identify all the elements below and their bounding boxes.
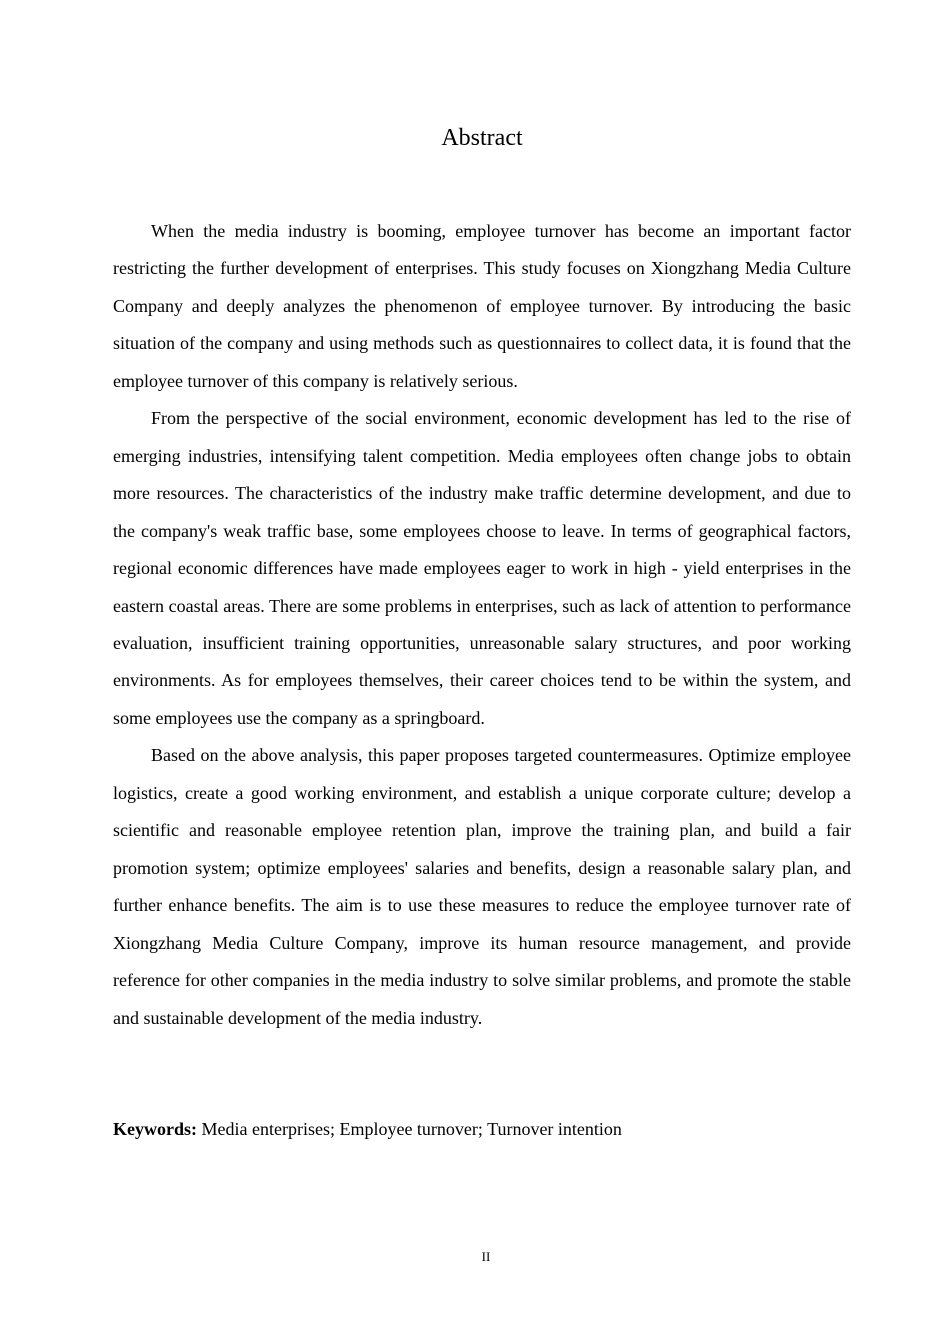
keywords-line — [113, 1114, 851, 1144]
keywords-label: Keywords: — [113, 1119, 197, 1139]
abstract-paragraph-2: From the perspective of the social environment, economic development has led to the rise of emerging industries, intensifying talent competition. Media employees often change jobs to obtain more resources. The characteristics of the industry make traffic determine development, and due to the company's weak traffic base, some employees choose to leave. In terms of geographical factors, regional economic differences have made employees eager to work in high - yield enterprises in the eastern coastal areas. There are some problems in enterprises, such as lack of attention to performance evaluation, insufficient training opportunities, unreasonable salary structures, and poor working environments. As for employees themselves, their career choices tend to be within the system, and some employees use the company as a springboard. — [113, 408, 851, 728]
abstract-paragraph-1: When the media industry is booming, employee turnover has become an important factor restricting the further development of enterprises. This study focuses on Xiongzhang Media Culture Company and deeply analyzes the phenomenon of employee turnover. By introducing the basic situation of the company and using methods such as questionnaires to collect data, it is found that the employee turnover of this company is relatively serious. — [113, 221, 851, 391]
keywords-value: Media enterprises; Employee turnover; Turnover intention — [197, 1119, 622, 1139]
abstract-body — [113, 213, 851, 1037]
page-title: Abstract — [441, 125, 523, 151]
page-number: II — [481, 1249, 491, 1264]
abstract-paragraph-3: Based on the above analysis, this paper proposes targeted countermeasures. Optimize employee logistics, create a good working environment, and establish a unique corporate culture; develop a scientific and reasonable employee retention plan, improve the training plan, and build a fair promotion system; optimize employees' salaries and benefits, design a reasonable salary plan, and further enhance benefits. The aim is to use these measures to reduce the employee turnover rate of Xiongzhang Media Culture Company, improve its human resource management, and provide reference for other companies in the media industry to solve similar problems, and promote the stable and sustainable development of the media industry. — [113, 745, 851, 1028]
